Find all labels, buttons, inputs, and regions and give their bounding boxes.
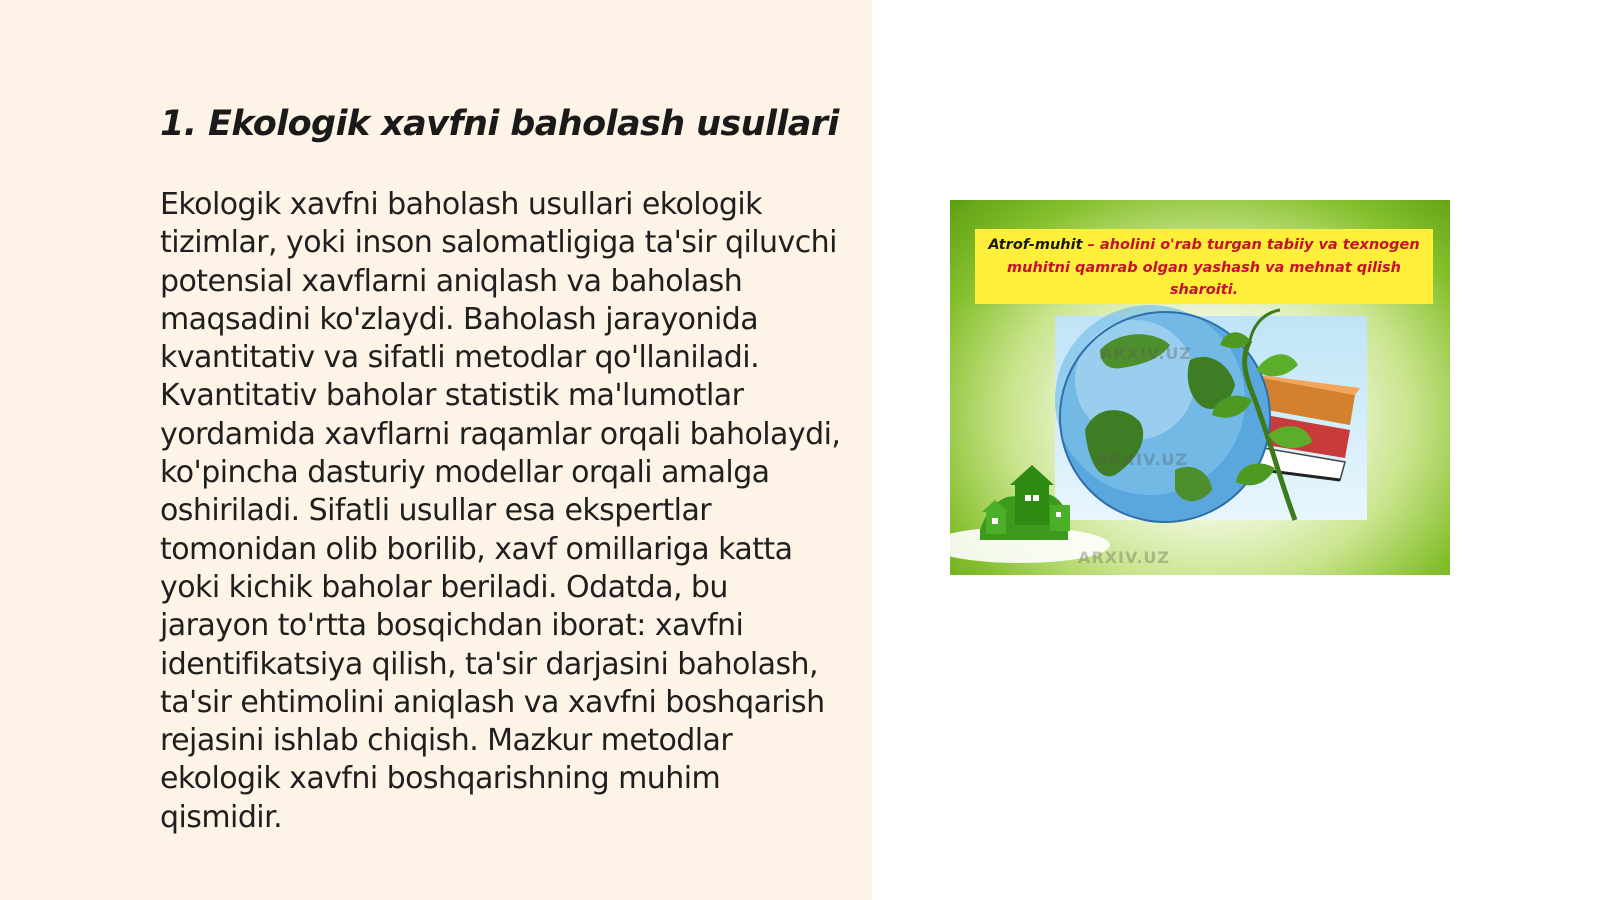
environment-picture: [950, 200, 1450, 575]
watermark: ARXIV.UZ: [1096, 450, 1188, 469]
caption-term: Atrof-muhit: [988, 237, 1083, 253]
caption-definition: – aholini o'rab turgan tabiiy va texnogen muhitni qamrab olgan yashash va mehnat qilish sharoiti.: [1007, 237, 1420, 298]
slide-title: 1. Ekologik xavfni baholash usullari: [160, 104, 839, 144]
slide-body-text: Ekologik xavfni baholash usullari ekologik tizimlar, yoki inson salomatligiga ta'sir qiluvchi potensial xavflarni aniqlash va baholash maqsadini ko'zlaydi. Baholash jarayonida kvantitativ va sifatli metodlar qo'llaniladi. Kvantitativ baholar statistik ma'lumotlar yordamida xavflarni raqamlar orqali baholaydi, ko'pincha dasturiy modellar orqali amalga oshiriladi. Sifatli usullar esa ekspertlar tomonidan olib borilib, xavf omillariga katta yoki kichik baholar beriladi. Odatda, bu jarayon to'rtta bosqichdan iborat: xavfni identifikatsiya qilish, ta'sir darjasini baholash, ta'sir ehtimolini aniqlash va xavfni boshqarish rejasini ishlab chiqish. Mazkur metodlar ekologik xavfni boshqarishning muhim qismidir.: [160, 187, 841, 835]
watermark: ARXIV.UZ: [1078, 548, 1170, 567]
watermark: ARXIV.UZ: [1100, 344, 1192, 363]
caption-box: [975, 229, 1433, 304]
